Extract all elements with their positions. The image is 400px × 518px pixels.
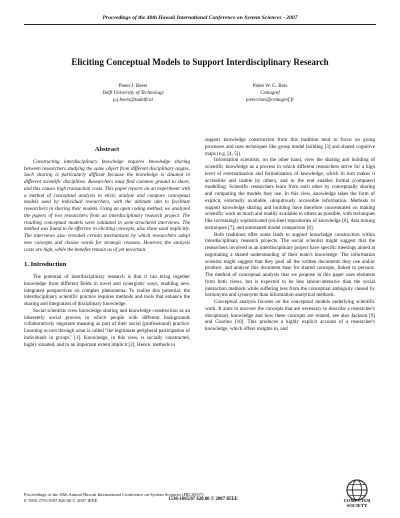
logo-line: SOCIETY bbox=[346, 503, 368, 509]
author-email: pieter.bots@cemagref.fr bbox=[245, 98, 295, 103]
footer-note-line: Proceedings of the 40th Annual Hawaii International Conference on System Sciences (HICSS'07) bbox=[24, 492, 204, 497]
logo-line: COMPUTER bbox=[343, 498, 371, 503]
header-rule bbox=[24, 24, 376, 25]
footer-copyright: 1530-1605/07 $20.00 © 2007 IEEE bbox=[168, 497, 238, 502]
right-column bbox=[205, 137, 375, 333]
body-paragraph: The potential of interdisciplinary research is that it can bring together knowledge from different fields in novel and synergistic ways, enabling new, integrated perspectives on complex phenomena. To realise this potential, the interdisciplinary scientific practice requires methods and tools that enhance the sharing and integration of disciplinary knowledge. bbox=[24, 274, 190, 307]
body-paragraph: Conceptual analysis focuses on the conceptual models underlying scientific work. It aims to uncover the concepts that are necessary to describe a researcher's disciplinary knowledge and how these concepts are related, see also Jackson [9] and Guarino [10]. This produces a highly explicit account of a researcher's knowledge, which offers insights in, and bbox=[205, 299, 375, 332]
author-name: Pieter J. Beers bbox=[118, 84, 148, 89]
author-email: p.j.beers@tudelft.nl bbox=[113, 98, 153, 103]
body-paragraph: Information scientists, on the other hand, view the sharing and building of scientific knowledge as a process in which different researchers strive for a high level of externalisation and formalisation of knowledge, which in turn makes it accessible and usable by others, and in the end enables formal (computer) modelling: Scientific researchers learn from each other by conceptually sharing and comparing the models they use. In this view, knowledge takes the form of explicit, externally available, ubiquitously accessible information. Methods to support knowledge sharing and building have therefore concentrated on making scientific work as much and readily available to others as possible, with techniques like increasingly sophisticated (on-line) repositories of knowledge [6], data mining techniques [7], and automated model comparison [8]. bbox=[205, 157, 375, 231]
author-affiliation: Delft University of Technology bbox=[102, 91, 164, 96]
logo-label bbox=[326, 498, 388, 508]
author-name: Pieter W. G. Bots bbox=[252, 84, 288, 89]
author-block-1 bbox=[63, 83, 203, 104]
author-affiliation: Cemagref bbox=[260, 91, 280, 96]
body-paragraph: Both traditions offer some leads to support knowledge construction within interdisciplinary research projects. The social scientist might suggest that the researchers involved in an interdisciplinary project have specific meetings aimed at negotiating a shared understanding of their team's knowledge. The information scientist might suggest that they pool all the written documents they use and/or produce, and analyse this document base for shared concepts, linked to persons. The method of conceptual analysis that we propose in this paper uses elements from both views, but is expected to be less labour-intensive than the social interaction methods while suffering less from the conceptual ambiguity caused by homonyms and synonyms than information-analytical methods. bbox=[205, 231, 375, 299]
left-column bbox=[24, 147, 190, 348]
paper-title: Eliciting Conceptual Models to Support Interdisciplinary Research bbox=[71, 57, 329, 67]
body-paragraph: support knowledge construction from this tradition tend to focus on group processes and uses techniques like group model building [3] and shared cognitive maps (e.g. [4, 5]). bbox=[205, 137, 375, 157]
abstract-heading: Abstract bbox=[94, 146, 120, 153]
abstract-text: Constructing interdisciplinary knowledge requires knowledge sharing between researchers studying the same object from different disciplinary angles. Such sharing is particularly difficult because the knowledge is situated in different scientific disciplines. Researchers must find common ground to share, and this causes high transaction costs. This paper reports on an experiment with a method of conceptual analysis to elicit, analyze and compare conceptual models used by individual researchers, with the ultimate aim to facilitate researchers in sharing their models. Using an open coding method, we analyzed the papers of two researchers from an interdisciplinary research project. The resulting conceptual models were validated in semi-structured interviews. The method was found to be effective in eliciting concepts, also those used implicitly. The interviews also revealed certain mechanisms by which researchers adopt new concepts and choose words for strategic reasons. However, the analysis costs are high, while the benefits remain as of yet uncertain. bbox=[24, 158, 190, 253]
running-header: Proceedings of the 40th Hawaii International Conference on System Sciences - 2007 bbox=[102, 15, 298, 21]
section-heading-introduction: 1. Introduction bbox=[24, 261, 67, 269]
body-paragraph: Social scientists view knowledge sharing and knowledge construction as an inherently social process in which people with different backgrounds collaboratively negotiate meaning as part of their social (professional) practice. Learning occurs through what is called "the legitimate peripheral participation of individuals in groups" [1]. Knowledge, in this view, is socially constructed, highly situated, and to an important extent implicit [2]. Hence, methods to bbox=[24, 307, 190, 348]
author-block-2 bbox=[200, 83, 340, 104]
footer-note-line: 0-7695-2755-8/07 $20.00 © 2007 IEEE bbox=[24, 497, 98, 503]
